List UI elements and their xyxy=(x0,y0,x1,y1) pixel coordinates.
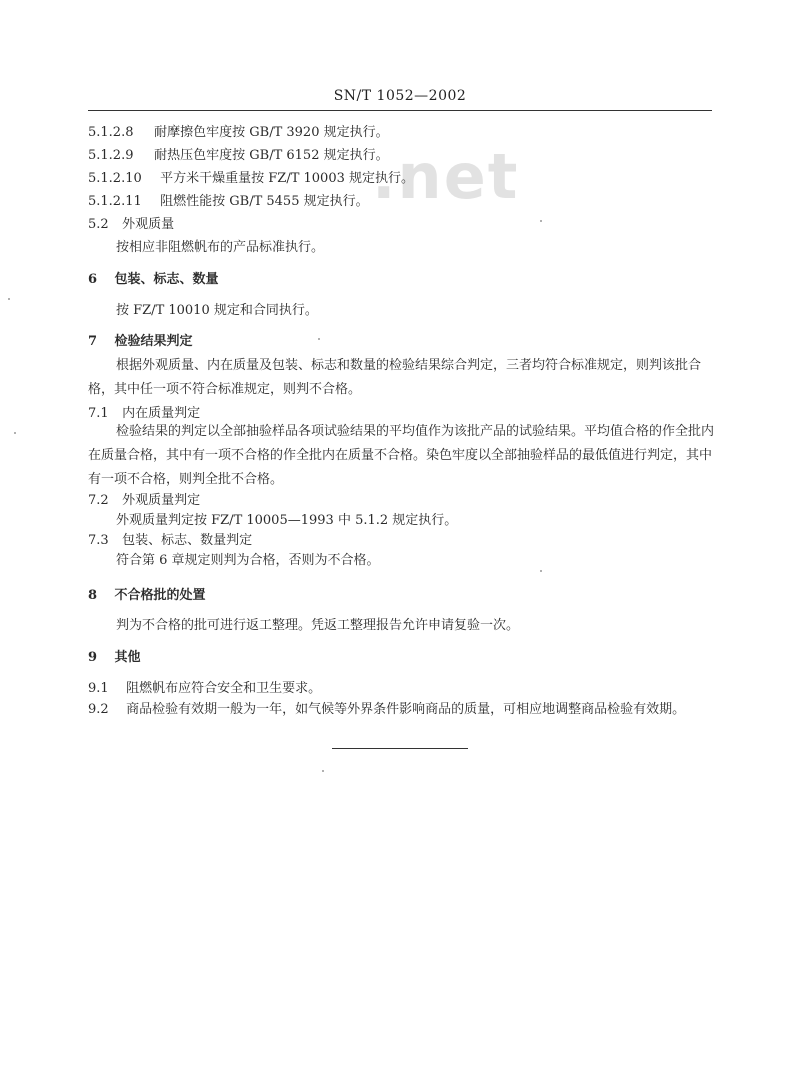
clause-5-1-2-10 xyxy=(88,170,414,188)
clause-number: 5.1.2.9 xyxy=(88,148,134,163)
clause-heading: 内在质量判定 xyxy=(122,406,201,421)
end-rule xyxy=(332,748,468,749)
section-title: 包装、标志、数量 xyxy=(114,272,219,287)
clause-5-2-body: 按相应非阻燃帆布的产品标准执行。 xyxy=(116,240,325,255)
clause-5-2 xyxy=(88,216,174,234)
clause-9-2 xyxy=(88,701,685,719)
section-number: 9 xyxy=(88,650,98,665)
section-number: 7 xyxy=(88,334,98,349)
section-title: 不合格批的处置 xyxy=(114,588,206,603)
clause-number: 7.1 xyxy=(88,406,109,421)
clause-5-1-2-8 xyxy=(88,124,389,142)
clause-number: 7.2 xyxy=(88,493,109,508)
scan-speck xyxy=(14,432,16,434)
section-6-heading xyxy=(88,271,219,289)
clause-number: 9.1 xyxy=(88,681,109,696)
section-7-heading xyxy=(88,333,193,351)
section-8-body: 判为不合格的批可进行返工整理。凭返工整理报告允许申请复验一次。 xyxy=(116,618,520,633)
clause-number: 5.2 xyxy=(88,217,109,232)
clause-text: 耐摩擦色牢度按 GB/T 3920 规定执行。 xyxy=(154,125,389,140)
standard-code-header: SN/T 1052—2002 xyxy=(333,88,467,104)
section-title: 检验结果判定 xyxy=(114,334,193,349)
scan-speck xyxy=(540,570,542,572)
clause-number: 9.2 xyxy=(88,702,109,717)
clause-7-1-body: 检验结果的判定以全部抽验样品各项试验结果的平均值作为该批产品的试验结果。平均值合格的作全批内在质量合格，其中有一项不合格的作全批内在质量不合格。染色牢度以全部抽验样品的最低值进行判定，其中有一项不合格，则判全批不合格。 xyxy=(88,424,715,487)
clause-text: 阻燃帆布应符合安全和卫生要求。 xyxy=(126,681,322,696)
header-rule xyxy=(88,110,712,111)
clause-7-3-body: 符合第 6 章规定则判为合格，否则为不合格。 xyxy=(116,553,380,568)
clause-7-2 xyxy=(88,492,200,510)
watermark: .net xyxy=(372,140,520,213)
clause-text: 阻燃性能按 GB/T 5455 规定执行。 xyxy=(160,194,369,209)
section-7-body: 根据外观质量、内在质量及包装、标志和数量的检验结果综合判定，三者均符合标准规定，则判该批合格，其中任一项不符合标准规定，则判不合格。 xyxy=(88,358,702,397)
clause-heading: 外观质量 xyxy=(122,217,175,232)
section-6-body: 按 FZ/T 10010 规定和合同执行。 xyxy=(116,303,318,318)
clause-text: 平方米干燥重量按 FZ/T 10003 规定执行。 xyxy=(160,171,414,186)
scan-speck xyxy=(540,220,542,222)
clause-9-1 xyxy=(88,680,321,698)
clause-heading: 包装、标志、数量判定 xyxy=(122,533,253,548)
scan-speck xyxy=(322,770,324,772)
clause-number: 5.1.2.8 xyxy=(88,125,134,140)
section-8-heading xyxy=(88,587,206,605)
section-9-heading xyxy=(88,649,141,667)
clause-heading: 外观质量判定 xyxy=(122,493,201,508)
clause-number: 5.1.2.10 xyxy=(88,171,142,186)
clause-5-1-2-11 xyxy=(88,193,369,211)
clause-text: 耐热压色牢度按 GB/T 6152 规定执行。 xyxy=(154,148,389,163)
clause-number: 7.3 xyxy=(88,533,109,548)
clause-number: 5.1.2.11 xyxy=(88,194,142,209)
clause-text: 商品检验有效期一般为一年，如气候等外界条件影响商品的质量，可相应地调整商品检验有效期。 xyxy=(126,702,686,717)
section-number: 8 xyxy=(88,588,98,603)
clause-5-1-2-9 xyxy=(88,147,389,165)
section-title: 其他 xyxy=(114,650,141,665)
section-number: 6 xyxy=(88,272,98,287)
scan-speck xyxy=(8,298,10,300)
scan-speck xyxy=(318,338,320,340)
clause-7-3 xyxy=(88,532,252,550)
clause-7-2-body: 外观质量判定按 FZ/T 10005—1993 中 5.1.2 规定执行。 xyxy=(116,513,458,528)
